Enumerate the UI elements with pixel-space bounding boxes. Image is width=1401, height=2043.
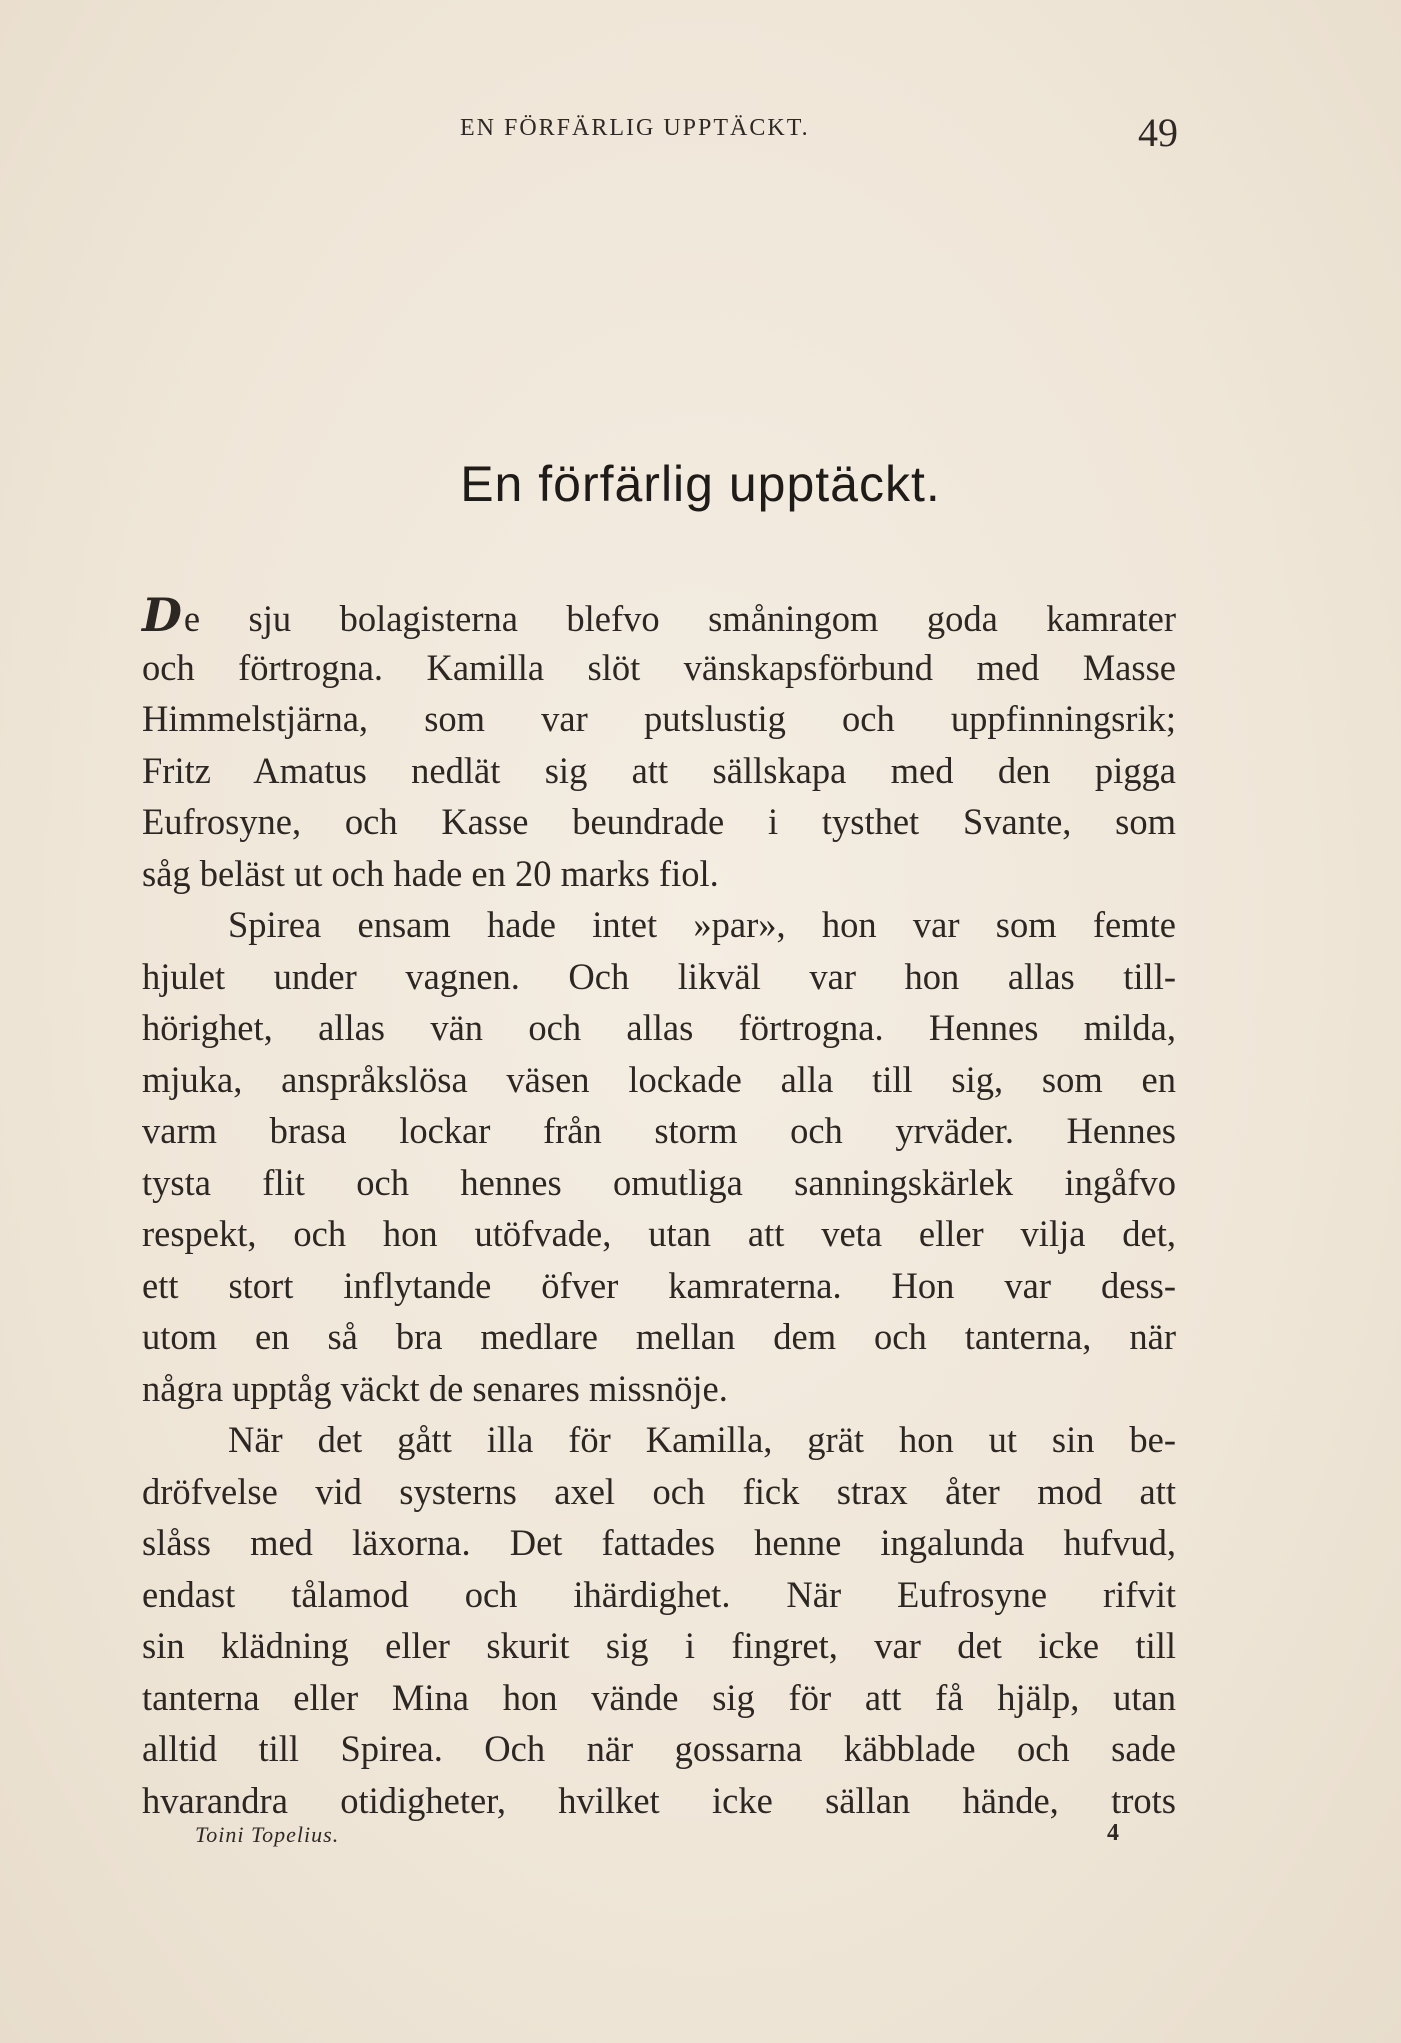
drop-initial: D: [142, 588, 182, 642]
body-text: [142, 590, 1176, 1826]
running-head: [0, 110, 1401, 155]
running-title: EN FÖRFÄRLIG UPPTÄCKT.: [460, 115, 810, 141]
text-line-12: tysta flit och hennes omutliga sanningskärlek ingåfvo: [142, 1161, 1176, 1203]
text-line-18: dröfvelse vid systerns axel och fick strax åter mod att: [142, 1470, 1176, 1512]
text-line-9: hörighet, allas vän och allas förtrogna. Hennes milda,: [142, 1007, 1176, 1048]
text-line-15: utom en så bra medlare mellan dem och tanterna, när: [142, 1316, 1176, 1357]
author-signature: Toini Topelius.: [195, 1822, 340, 1847]
text-line-1: De sju bolagisterna blefvo småningom goda kamrater: [142, 588, 1176, 642]
text-line-23: alltid till Spirea. Och när gossarna käbblade och sade: [142, 1728, 1176, 1769]
text-line-20: endast tålamod och ihärdighet. När Eufrosyne rifvit: [142, 1573, 1176, 1615]
text-line-11: varm brasa lockar från storm och yrväder. Hennes: [142, 1110, 1176, 1151]
text-line-19: slåss med läxorna. Det fattades henne ingalunda hufvud,: [142, 1522, 1176, 1563]
text-line-13: respekt, och hon utöfvade, utan att veta eller vilja det,: [142, 1213, 1176, 1254]
chapter-title: En förfärlig upptäckt.: [460, 456, 941, 512]
text-line-5: Eufrosyne, och Kasse beundrade i tysthet Svante, som: [142, 801, 1176, 842]
text-line-10: mjuka, anspråkslösa väsen lockade alla till sig, som en: [142, 1058, 1176, 1100]
text-line-3: Himmelstjärna, som var putslustig och uppfinningsrik;: [142, 698, 1176, 739]
page-footer: [0, 1822, 1401, 1852]
text-line-7: Spirea ensam hade intet »par», hon var som femte: [228, 904, 1176, 945]
text-line-22: tanterna eller Mina hon vände sig för att få hjälp, utan: [142, 1676, 1176, 1718]
text-line-16: några upptåg väckt de senares missnöje.: [142, 1367, 728, 1409]
signature-mark: 4: [1107, 1820, 1119, 1846]
text-line-17: När det gått illa för Kamilla, grät hon ut sin be-: [228, 1419, 1176, 1460]
text-line-24: hvarandra otidigheter, hvilket icke sällan hände, trots: [142, 1779, 1176, 1821]
text-line-6: såg beläst ut och hade en 20 marks fiol.: [142, 852, 719, 894]
text-line-8: hjulet under vagnen. Och likväl var hon allas till-: [142, 955, 1176, 997]
text-line-2: och förtrogna. Kamilla slöt vänskapsförbund med Masse: [142, 646, 1176, 688]
page-number: 49: [1138, 110, 1178, 155]
text-line-14: ett stort inflytande öfver kamraterna. Hon var dess-: [142, 1264, 1176, 1306]
text-line-4: Fritz Amatus nedlät sig att sällskapa med den pigga: [142, 749, 1176, 791]
text-line-21: sin klädning eller skurit sig i fingret, var det icke till: [142, 1625, 1176, 1666]
